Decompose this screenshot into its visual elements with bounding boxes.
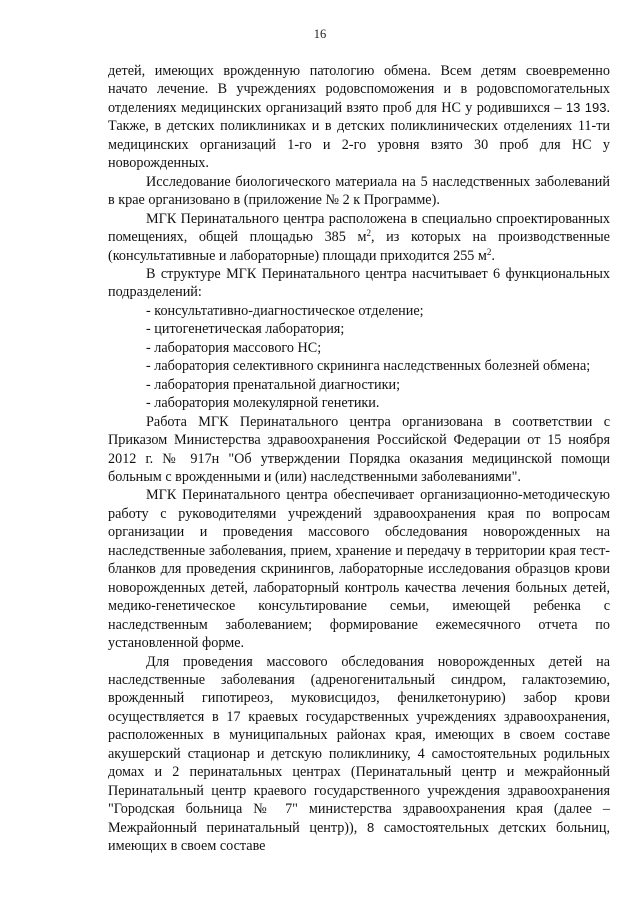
paragraph-5: Работа МГК Перинатального центра организована в соответствии с Приказом Министерства здравоохранения Российской Федерации от 15 ноября 2012 г. № 917н "Об утверждении Порядка оказания медицинской помощи больным с врожденными и (или) наследственными заболеваниями".	[108, 413, 610, 485]
paragraph-4: В структуре МГК Перинатального центра насчитывает 6 функциональных подразделений:	[108, 265, 610, 301]
area-unit-superscript: 2	[486, 246, 492, 257]
list-item: - лаборатория пренатальной диагностики;	[146, 376, 401, 393]
list-item: - консультативно-диагностическое отделение;	[146, 302, 424, 319]
page-number: 16	[313, 27, 327, 41]
paragraph-3-text-b: , из которых на производственные (консультативные и лабораторные) площади приходится 255 м	[108, 229, 610, 264]
paragraph-1-text: детей, имеющих врожденную патологию обмена. Всем детям своевременно начато лечение. В учреждениях родовспоможения и в родовспомогательных отделениях медицинских организаций взято проб для НС у родившихся –	[108, 63, 610, 116]
paragraph-7	[108, 653, 610, 856]
paragraph-3-text-a: МГК Перинатального центра расположена в специально спроектированных помещениях, общей площадью 385 м	[108, 210, 610, 246]
paragraph-3	[108, 210, 610, 265]
list-item: - цитогенетическая лаборатория;	[146, 321, 345, 338]
paragraph-7-tail: самостоятельных детских больниц, имеющих в своем составе	[108, 819, 610, 855]
paragraph-1	[108, 62, 610, 173]
paragraph-3-text-c: .	[491, 247, 495, 264]
list-item: - лаборатория молекулярной генетики.	[146, 395, 380, 412]
paragraph-6: МГК Перинатального центра обеспечивает организационно-методическую работу с руководителями учреждений здравоохранения края по вопросам организации и проведения массового обследования новорожденных на наследственные заболевания, прием, хранение и передачу в территории края тест-бланков для проведения скринингов, лабораторные исследования образцов крови новорожденных детей, лабораторный контроль качества лечения больных детей, медико-генетическое консультирование семьи, имеющей ребенка с наследственным заболеванием; формирование ежемесячного отчета по установленной форме.	[108, 487, 610, 652]
list-item: - лаборатория селективного скрининга наследственных болезней обмена;	[146, 358, 591, 375]
paragraph-2: Исследование биологического материала на 5 наследственных заболеваний в крае организовано в (приложение № 2 к Программе).	[108, 173, 610, 209]
paragraph-1-tail: . Также, в детских поликлиниках и в детских поликлинических отделениях 11-ти медицинских организаций 1-го и 2-го уровня взято 30 проб для НС у новорожденных.	[108, 99, 610, 172]
hospital-count: 8	[366, 819, 375, 835]
list-item: - лаборатория массового НС;	[146, 339, 322, 356]
paragraph-7-text: Для проведения массового обследования новорожденных детей на наследственные заболевания (адреногенитальный синдром, галактоземию, врожденный гипотиреоз, муковисцидоз, фенилкетонурию) забор крови осуществляется в 17 краевых государственных учреждениях здравоохранения, расположенных в муниципальных районах края, имеющих в своем составе акушерский стационар и детскую поликлинику, 4 самостоятельных родильных домах и 2 перинатальных центрах (Перинатальный центр и межрайонный Перинатальный центр краевого государственного учреждения здравоохранения "Городская больница № 7" министерства здравоохранения края (далее – Межрайонный перинатальный центр)),	[108, 653, 610, 836]
births-count: 13 193	[565, 99, 607, 115]
area-unit-superscript: 2	[366, 228, 371, 239]
document-body	[108, 62, 610, 855]
